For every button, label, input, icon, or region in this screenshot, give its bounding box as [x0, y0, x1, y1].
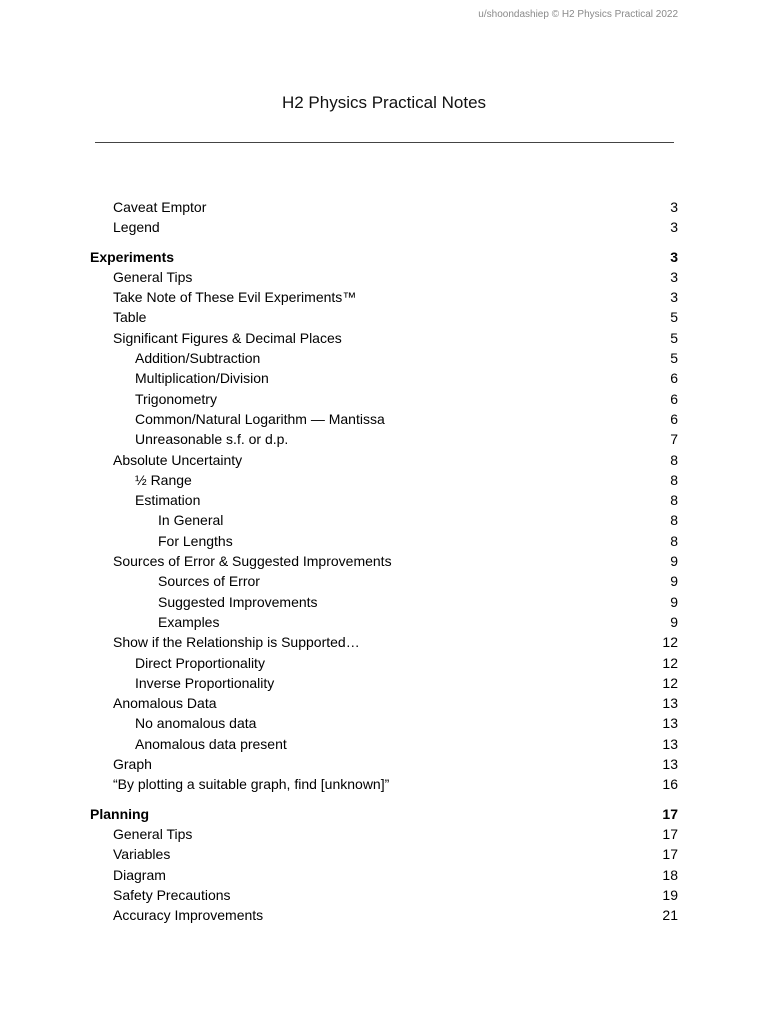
toc-entry-page: 6	[670, 410, 678, 427]
toc-entry[interactable]	[90, 844, 678, 864]
toc-entry-label: Inverse Proportionality	[135, 674, 275, 691]
toc-entry[interactable]	[90, 389, 678, 409]
toc-entry[interactable]	[90, 551, 678, 571]
toc-entry-label: General Tips	[113, 268, 193, 285]
toc-entry-label: Suggested Improvements	[158, 593, 318, 610]
toc-entry-page: 12	[662, 634, 678, 651]
toc-entry-label: Addition/Subtraction	[135, 350, 261, 367]
toc-entry-page: 5	[670, 350, 678, 367]
toc-entry-page: 9	[670, 573, 678, 590]
toc-entry-label: Show if the Relationship is Supported…	[113, 634, 360, 651]
toc-entry-page: 12	[662, 654, 678, 671]
toc-entry-label: “By plotting a suitable graph, find [unknown]”	[113, 776, 390, 793]
toc-entry-label: Legend	[113, 219, 160, 236]
toc-entry[interactable]	[90, 490, 678, 510]
toc-entry-page: 8	[670, 492, 678, 509]
toc-entry-page: 8	[670, 512, 678, 529]
toc-entry[interactable]	[90, 247, 678, 267]
toc-entry-label: Anomalous data present	[135, 735, 287, 752]
toc-entry[interactable]	[90, 470, 678, 490]
toc-entry-label: ½ Range	[135, 471, 192, 488]
toc-entry-page: 9	[670, 593, 678, 610]
toc-entry-page: 9	[670, 613, 678, 630]
toc-entry-page: 6	[670, 390, 678, 407]
toc-entry[interactable]	[90, 531, 678, 551]
toc-entry-label: Table	[113, 309, 147, 326]
toc-entry-label: Significant Figures & Decimal Places	[113, 329, 342, 346]
toc-entry-page: 16	[662, 776, 678, 793]
toc-entry-label: Absolute Uncertainty	[113, 451, 243, 468]
header-credit: u/shoondashiep © H2 Physics Practical 2022	[478, 9, 678, 20]
table-of-contents	[90, 197, 678, 925]
toc-entry[interactable]	[90, 217, 678, 237]
toc-entry[interactable]	[90, 885, 678, 905]
toc-entry-page: 3	[670, 268, 678, 285]
toc-entry-page: 8	[670, 451, 678, 468]
toc-entry[interactable]	[90, 409, 678, 429]
toc-entry-label: Multiplication/Division	[135, 370, 269, 387]
toc-entry-page: 17	[662, 846, 678, 863]
toc-entry-page: 8	[670, 471, 678, 488]
toc-entry-page: 18	[662, 866, 678, 883]
toc-entry-page: 3	[670, 219, 678, 236]
toc-entry[interactable]	[90, 804, 678, 824]
toc-entry[interactable]	[90, 632, 678, 652]
toc-entry[interactable]	[90, 571, 678, 591]
toc-entry[interactable]	[90, 693, 678, 713]
toc-entry-label: General Tips	[113, 825, 193, 842]
toc-entry[interactable]	[90, 328, 678, 348]
toc-entry-page: 13	[662, 735, 678, 752]
toc-entry-label: No anomalous data	[135, 715, 257, 732]
toc-entry[interactable]	[90, 450, 678, 470]
toc-entry-label: Experiments	[90, 248, 175, 265]
toc-entry-page: 8	[670, 532, 678, 549]
toc-entry-page: 21	[662, 907, 678, 924]
toc-entry-page: 13	[662, 756, 678, 773]
toc-entry-page: 17	[662, 825, 678, 842]
toc-entry-label: Caveat Emptor	[113, 199, 207, 215]
toc-entry[interactable]	[90, 510, 678, 530]
document-title: H2 Physics Practical Notes	[281, 93, 487, 112]
toc-entry-label: Safety Precautions	[113, 886, 231, 903]
toc-entry[interactable]	[90, 713, 678, 733]
toc-entry-label: Sources of Error & Suggested Improvements	[113, 553, 392, 570]
toc-entry-label: Diagram	[113, 866, 166, 883]
toc-entry[interactable]	[90, 287, 678, 307]
toc-entry-page: 6	[670, 370, 678, 387]
toc-entry[interactable]	[90, 429, 678, 449]
toc-entry-page: 9	[670, 553, 678, 570]
toc-entry-page: 12	[662, 674, 678, 691]
toc-entry-label: Accuracy Improvements	[113, 907, 264, 924]
toc-entry[interactable]	[90, 824, 678, 844]
toc-entry-page: 13	[662, 695, 678, 712]
toc-entry-page: 7	[670, 431, 678, 448]
toc-entry[interactable]	[90, 865, 678, 885]
toc-entry[interactable]	[90, 307, 678, 327]
toc-entry-page: 17	[662, 805, 678, 822]
toc-entry[interactable]	[90, 368, 678, 388]
toc-entry-label: Estimation	[135, 492, 201, 509]
toc-entry-label: Take Note of These Evil Experiments™	[113, 289, 357, 306]
toc-entry-label: Planning	[90, 805, 150, 822]
toc-entry-label: Sources of Error	[158, 573, 260, 590]
toc-entry-label: Variables	[113, 846, 171, 863]
toc-entry[interactable]	[90, 905, 678, 925]
toc-entry[interactable]	[90, 267, 678, 287]
toc-entry[interactable]	[90, 348, 678, 368]
toc-entry-label: Examples	[158, 613, 220, 630]
toc-entry-label: In General	[158, 512, 224, 529]
toc-entry-label: Common/Natural Logarithm — Mantissa	[135, 410, 385, 427]
toc-entry[interactable]	[90, 653, 678, 673]
toc-entry[interactable]	[90, 734, 678, 754]
toc-entry[interactable]	[90, 774, 678, 794]
toc-entry-label: Anomalous Data	[113, 695, 217, 712]
toc-entry[interactable]	[90, 754, 678, 774]
toc-entry-label: Direct Proportionality	[135, 654, 265, 671]
toc-entry-page: 3	[670, 289, 678, 306]
toc-entry-label: Graph	[113, 756, 152, 773]
toc-entry-label: Trigonometry	[135, 390, 217, 407]
toc-entry[interactable]	[90, 197, 678, 217]
toc-entry-page: 3	[670, 248, 678, 265]
toc-entry-page: 5	[670, 309, 678, 326]
toc-entry-page: 13	[662, 715, 678, 732]
toc-entry-label: For Lengths	[158, 532, 233, 549]
toc-entry-label: Unreasonable s.f. or d.p.	[135, 431, 289, 448]
toc-entry[interactable]	[90, 673, 678, 693]
toc-entry-page: 5	[670, 329, 678, 346]
toc-entry-page: 19	[662, 886, 678, 903]
toc-entry-page: 3	[670, 199, 678, 215]
title-divider	[95, 142, 674, 143]
toc-entry[interactable]	[90, 592, 678, 612]
toc-entry[interactable]	[90, 612, 678, 632]
